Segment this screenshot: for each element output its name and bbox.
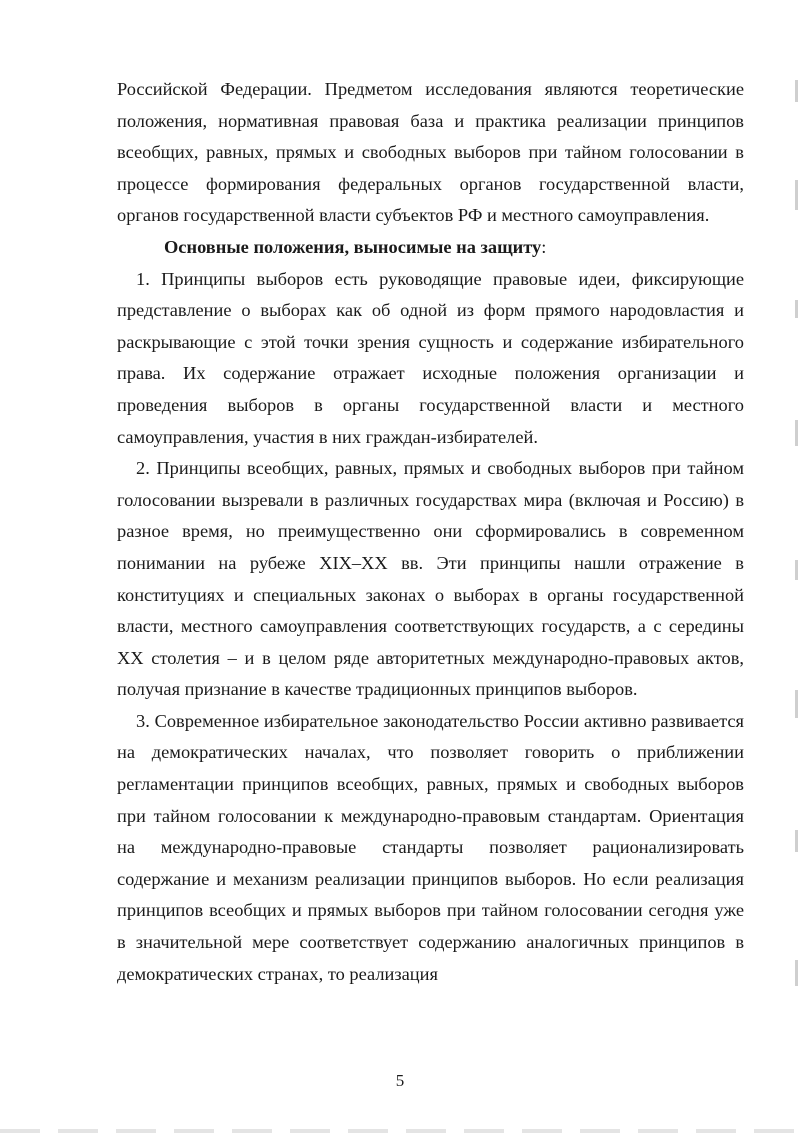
continuation-paragraph: Российской Федерации. Предметом исследования являются теоретические положения, нормативная правовая база и практика реализации принципов всеобщих, равных, прямых и свободных выборов при тайном голосовании в процессе формирования федеральных органов государственной власти, органов государственной власти субъектов РФ и местного самоуправления. [117, 79, 744, 226]
thesis-point-3: 3. Современное избирательное законодательство России активно развивается на демократических началах, что позволяет говорить о приближении регламентации принципов всеобщих, равных, прямых и свободных выборов при тайном голосовании к международно-правовым стандартам. Ориентация на международно-правовые стандарты позволяет рационализировать содержание и механизм реализации принципов выборов. Но если реализация принципов всеобщих и прямых выборов при тайном голосовании сегодня уже в значительной мере соответствует содержанию аналогичных принципов в демократических странах, то реализация [117, 710, 744, 984]
scan-edge-artifacts [786, 0, 800, 1133]
page-body [117, 74, 744, 990]
scan-bottom-artifact [0, 1129, 800, 1133]
thesis-point-2: 2. Принципы всеобщих, равных, прямых и свободных выборов при тайном голосовании вызревали в различных государствах мира (включая и Россию) в разное время, но преимущественно они сформировались в современном понимании на рубеже XIX–XX вв. Эти принципы нашли отражение в конституциях и специальных законах о выборах в органы государственной власти, местного самоуправления соответствующих государств, а с середины XX столетия – и в целом ряде авторитетных международно-правовых актов, получая признание в качестве традиционных принципов выборов. [117, 458, 744, 700]
section-heading-colon: : [541, 236, 547, 257]
section-heading-text: Основные положения, выносимые на защиту [164, 236, 542, 257]
section-heading [117, 232, 744, 264]
thesis-point-1: 1. Принципы выборов есть руководящие правовые идеи, фиксирующие представление о выборах как об одной из форм прямого народовластия и раскрывающие с этой точки зрения сущность и содержание избирательного права. Их содержание отражает исходные положения организации и проведения выборов в органы государственной власти и местного самоуправления, участия в них граждан-избирателей. [117, 268, 744, 447]
page-number: 5 [395, 1071, 405, 1090]
